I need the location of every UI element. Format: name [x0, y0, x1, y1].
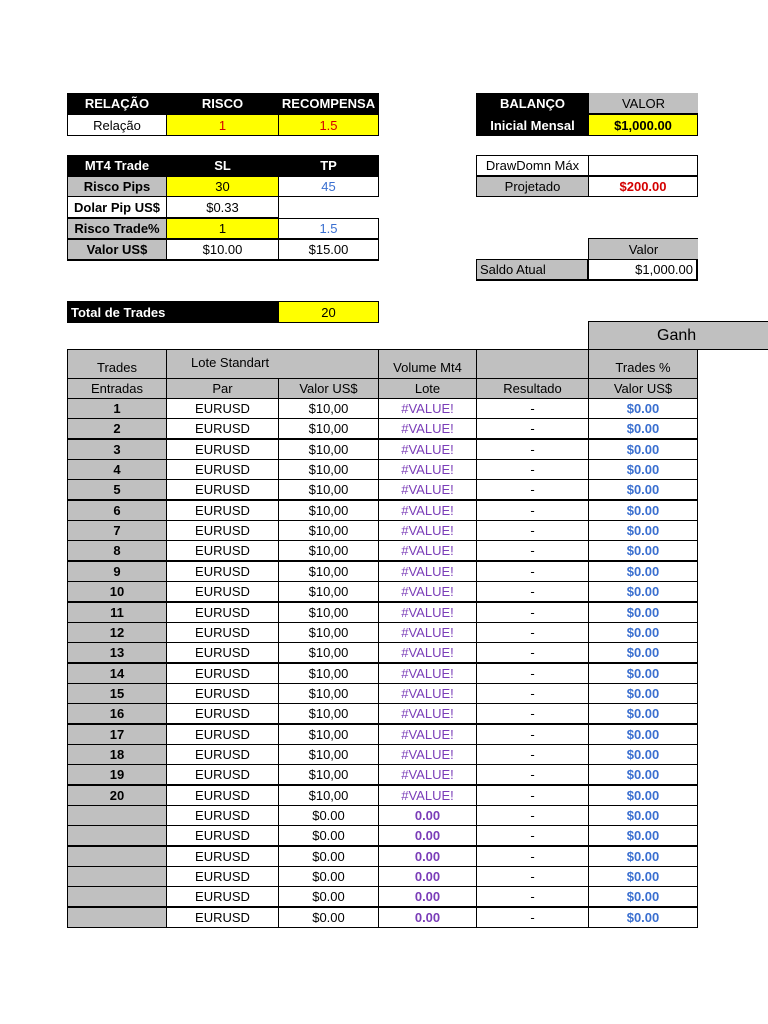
lote-cell[interactable]: #VALUE! — [378, 642, 477, 663]
inicial-mensal-value[interactable]: $1,000.00 — [588, 114, 698, 136]
valor-result-cell[interactable]: $0.00 — [588, 459, 698, 480]
par-cell[interactable]: EURUSD — [166, 602, 279, 623]
entrada-cell[interactable]: 8 — [67, 540, 167, 561]
valor-us-tp-cell: $15.00 — [278, 239, 379, 261]
resultado-cell[interactable]: - — [476, 581, 589, 602]
valor-cell[interactable]: $10,00 — [278, 642, 379, 663]
risco-pips-label: Risco Pips — [67, 176, 167, 197]
relacao-recompensa-cell[interactable]: 1.5 — [278, 114, 379, 136]
resultado-cell[interactable]: - — [476, 500, 589, 521]
entrada-cell[interactable]: 5 — [67, 479, 167, 500]
valor-cell[interactable]: $10,00 — [278, 724, 379, 745]
valor-cell[interactable]: $10,00 — [278, 439, 379, 460]
resultado-cell[interactable]: - — [476, 561, 589, 582]
resultado-cell[interactable]: - — [476, 764, 589, 785]
valor-result-cell[interactable]: $0.00 — [588, 785, 698, 806]
entrada-cell[interactable]: 12 — [67, 622, 167, 643]
valor-cell[interactable]: $10,00 — [278, 561, 379, 582]
entrada-cell[interactable]: 6 — [67, 500, 167, 521]
par-cell[interactable]: EURUSD — [166, 703, 279, 724]
par-cell[interactable]: EURUSD — [166, 500, 279, 521]
entrada-cell[interactable]: 11 — [67, 602, 167, 623]
entrada-cell[interactable]: 18 — [67, 744, 167, 765]
valor-cell[interactable]: $0.00 — [278, 886, 379, 907]
lote-cell[interactable]: #VALUE! — [378, 520, 477, 541]
valor-result-cell[interactable]: $0.00 — [588, 907, 698, 928]
resultado-cell[interactable]: - — [476, 825, 589, 846]
lote-cell[interactable]: 0.00 — [378, 825, 477, 846]
relacao-header: RELAÇÃO — [67, 93, 167, 114]
relacao-risco-cell[interactable]: 1 — [166, 114, 279, 136]
par-cell[interactable]: EURUSD — [166, 886, 279, 907]
par-cell[interactable]: EURUSD — [166, 520, 279, 541]
resultado-cell[interactable]: - — [476, 724, 589, 745]
valor-result-cell[interactable]: $0.00 — [588, 540, 698, 561]
valor-us-sl-cell: $10.00 — [166, 239, 279, 261]
relacao-label: Relação — [67, 114, 167, 136]
valor-cell[interactable]: $10,00 — [278, 663, 379, 684]
projetado-label: Projetado — [476, 176, 589, 197]
par-cell[interactable]: EURUSD — [166, 825, 279, 846]
entrada-cell[interactable] — [67, 825, 167, 846]
par-cell[interactable]: EURUSD — [166, 479, 279, 500]
resultado-top-header — [476, 349, 589, 379]
entrada-cell[interactable]: 20 — [67, 785, 167, 806]
lote-cell[interactable]: 0.00 — [378, 805, 477, 826]
resultado-cell[interactable]: - — [476, 785, 589, 806]
entrada-cell[interactable]: 10 — [67, 581, 167, 602]
par-cell[interactable]: EURUSD — [166, 785, 279, 806]
entradas-header: Entradas — [67, 378, 167, 399]
entrada-cell[interactable]: 4 — [67, 459, 167, 480]
entrada-cell[interactable]: 7 — [67, 520, 167, 541]
par-cell[interactable]: EURUSD — [166, 683, 279, 704]
valor-cell[interactable]: $10,00 — [278, 581, 379, 602]
risco-trade-sl-cell[interactable]: 1 — [166, 218, 279, 239]
valor-cell[interactable]: $0.00 — [278, 805, 379, 826]
lote-cell[interactable]: #VALUE! — [378, 724, 477, 745]
lote-cell[interactable]: 0.00 — [378, 886, 477, 907]
lote-cell[interactable]: #VALUE! — [378, 744, 477, 765]
lote-cell[interactable]: #VALUE! — [378, 540, 477, 561]
par-cell[interactable]: EURUSD — [166, 663, 279, 684]
valor-result-cell[interactable]: $0.00 — [588, 703, 698, 724]
balanco-header: BALANÇO — [476, 93, 589, 114]
entrada-cell[interactable]: 13 — [67, 642, 167, 663]
resultado-cell[interactable]: - — [476, 418, 589, 439]
valor-result-cell[interactable]: $0.00 — [588, 663, 698, 684]
valor-cell[interactable]: $10,00 — [278, 418, 379, 439]
valor-cell[interactable]: $10,00 — [278, 622, 379, 643]
valor-cell[interactable]: $10,00 — [278, 520, 379, 541]
lote-cell[interactable]: #VALUE! — [378, 459, 477, 480]
valor-cell[interactable]: $0.00 — [278, 846, 379, 867]
trades-header: Trades — [67, 349, 167, 379]
par-cell[interactable]: EURUSD — [166, 459, 279, 480]
entrada-cell[interactable]: 16 — [67, 703, 167, 724]
valor-cell[interactable]: $10,00 — [278, 479, 379, 500]
valor-result-cell[interactable]: $0.00 — [588, 683, 698, 704]
lote-cell[interactable]: #VALUE! — [378, 439, 477, 460]
valor-cell[interactable]: $10,00 — [278, 398, 379, 419]
total-trades-value[interactable]: 20 — [278, 301, 379, 323]
entrada-cell[interactable]: 3 — [67, 439, 167, 460]
lote-cell[interactable]: #VALUE! — [378, 500, 477, 521]
resultado-cell[interactable]: - — [476, 602, 589, 623]
valor-cell[interactable]: $0.00 — [278, 866, 379, 887]
entrada-cell[interactable]: 19 — [67, 764, 167, 785]
valor-result-cell[interactable]: $0.00 — [588, 622, 698, 643]
valor-result-cell[interactable]: $0.00 — [588, 764, 698, 785]
entrada-cell[interactable]: 1 — [67, 398, 167, 419]
projetado-value: $200.00 — [588, 176, 698, 197]
lote-cell[interactable]: #VALUE! — [378, 622, 477, 643]
lote-cell[interactable]: #VALUE! — [378, 479, 477, 500]
valor-cell[interactable]: $10,00 — [278, 744, 379, 765]
resultado-cell[interactable]: - — [476, 744, 589, 765]
valor-result-cell[interactable]: $0.00 — [588, 439, 698, 460]
entrada-cell[interactable]: 2 — [67, 418, 167, 439]
par-cell[interactable]: EURUSD — [166, 561, 279, 582]
saldo-atual-value: $1,000.00 — [588, 259, 698, 281]
saldo-valor-header: Valor — [588, 238, 698, 260]
valor-result-cell[interactable]: $0.00 — [588, 602, 698, 623]
resultado-cell[interactable]: - — [476, 520, 589, 541]
valor-cell[interactable]: $10,00 — [278, 764, 379, 785]
lote-header: Lote — [378, 378, 477, 399]
entrada-cell[interactable] — [67, 846, 167, 867]
valor-cell[interactable]: $10,00 — [278, 459, 379, 480]
ganho-header: Ganh — [588, 321, 768, 350]
resultado-cell[interactable]: - — [476, 683, 589, 704]
valor-result-cell[interactable]: $0.00 — [588, 642, 698, 663]
valor-cell[interactable]: $10,00 — [278, 703, 379, 724]
entrada-cell[interactable] — [67, 886, 167, 907]
par-cell[interactable]: EURUSD — [166, 581, 279, 602]
dolar-pip-value: $0.33 — [166, 196, 279, 218]
lote-cell[interactable]: 0.00 — [378, 907, 477, 928]
resultado-cell[interactable]: - — [476, 642, 589, 663]
par-cell[interactable]: EURUSD — [166, 764, 279, 785]
valor-result-cell[interactable]: $0.00 — [588, 561, 698, 582]
par-cell[interactable]: EURUSD — [166, 907, 279, 928]
saldo-atual-label: Saldo Atual — [476, 259, 589, 281]
par-cell[interactable]: EURUSD — [166, 418, 279, 439]
trades-pct-header: Trades % — [588, 349, 698, 379]
valor-result-cell[interactable]: $0.00 — [588, 724, 698, 745]
resultado-cell[interactable]: - — [476, 439, 589, 460]
resultado-cell[interactable]: - — [476, 479, 589, 500]
valor-cell[interactable]: $10,00 — [278, 540, 379, 561]
recompensa-header: RECOMPENSA — [278, 93, 379, 114]
entrada-cell[interactable] — [67, 805, 167, 826]
risco-pips-sl-cell[interactable]: 30 — [166, 176, 279, 197]
valor-result-cell[interactable]: $0.00 — [588, 866, 698, 887]
resultado-cell[interactable]: - — [476, 805, 589, 826]
lote-cell[interactable]: #VALUE! — [378, 683, 477, 704]
entrada-cell[interactable]: 17 — [67, 724, 167, 745]
balanco-valor-header: VALOR — [588, 93, 698, 114]
resultado-cell[interactable]: - — [476, 622, 589, 643]
par-cell[interactable]: EURUSD — [166, 540, 279, 561]
resultado-cell[interactable]: - — [476, 459, 589, 480]
drawdown-label: DrawDomn Máx — [476, 155, 589, 176]
valor-result-cell[interactable]: $0.00 — [588, 479, 698, 500]
entrada-cell[interactable]: 15 — [67, 683, 167, 704]
resultado-cell[interactable]: - — [476, 398, 589, 419]
resultado-header: Resultado — [476, 378, 589, 399]
valor-result-cell[interactable]: $0.00 — [588, 805, 698, 826]
risco-trade-tp-cell: 1.5 — [278, 218, 379, 239]
valor-result-cell[interactable]: $0.00 — [588, 418, 698, 439]
valor-cell[interactable]: $10,00 — [278, 683, 379, 704]
resultado-cell[interactable]: - — [476, 846, 589, 867]
lote-cell[interactable]: #VALUE! — [378, 785, 477, 806]
par-cell[interactable]: EURUSD — [166, 439, 279, 460]
total-trades-label: Total de Trades — [67, 301, 279, 323]
valor-cell[interactable]: $10,00 — [278, 500, 379, 521]
entrada-cell[interactable] — [67, 907, 167, 928]
valor-result-cell[interactable]: $0.00 — [588, 846, 698, 867]
lote-cell[interactable]: #VALUE! — [378, 398, 477, 419]
resultado-cell[interactable]: - — [476, 703, 589, 724]
lote-cell[interactable]: 0.00 — [378, 846, 477, 867]
valor-result-cell[interactable]: $0.00 — [588, 744, 698, 765]
valor-result-cell[interactable]: $0.00 — [588, 886, 698, 907]
lote-cell[interactable]: #VALUE! — [378, 764, 477, 785]
risco-header: RISCO — [166, 93, 279, 114]
lote-cell[interactable]: #VALUE! — [378, 418, 477, 439]
volume-mt4-header: Volume Mt4 — [378, 349, 477, 379]
tp-header: TP — [278, 155, 379, 176]
dolar-pip-label: Dolar Pip US$ — [67, 196, 167, 218]
resultado-cell[interactable]: - — [476, 866, 589, 887]
valor-us-label: Valor US$ — [67, 239, 167, 261]
par-cell[interactable]: EURUSD — [166, 805, 279, 826]
par-cell[interactable]: EURUSD — [166, 866, 279, 887]
mt4-trade-header: MT4 Trade — [67, 155, 167, 176]
resultado-cell[interactable]: - — [476, 886, 589, 907]
lote-cell[interactable]: 0.00 — [378, 866, 477, 887]
lote-cell[interactable]: #VALUE! — [378, 602, 477, 623]
par-cell[interactable]: EURUSD — [166, 724, 279, 745]
lote-cell[interactable]: #VALUE! — [378, 561, 477, 582]
risco-pips-tp-cell: 45 — [278, 176, 379, 197]
valor-result-cell[interactable]: $0.00 — [588, 398, 698, 419]
valor-result-cell[interactable]: $0.00 — [588, 520, 698, 541]
resultado-cell[interactable]: - — [476, 663, 589, 684]
valor-cell[interactable]: $0.00 — [278, 825, 379, 846]
resultado-cell[interactable]: - — [476, 540, 589, 561]
par-cell[interactable]: EURUSD — [166, 642, 279, 663]
entrada-cell[interactable]: 9 — [67, 561, 167, 582]
inicial-mensal-label: Inicial Mensal — [476, 114, 589, 136]
valor-result-cell[interactable]: $0.00 — [588, 581, 698, 602]
par-cell[interactable]: EURUSD — [166, 846, 279, 867]
sl-header: SL — [166, 155, 279, 176]
valor-us-header: Valor US$ — [278, 378, 379, 399]
valor-cell[interactable]: $0.00 — [278, 907, 379, 928]
resultado-cell[interactable]: - — [476, 907, 589, 928]
par-cell[interactable]: EURUSD — [166, 398, 279, 419]
valor-cell[interactable]: $10,00 — [278, 602, 379, 623]
valor-result-cell[interactable]: $0.00 — [588, 500, 698, 521]
entrada-cell[interactable]: 14 — [67, 663, 167, 684]
par-header: Par — [166, 378, 279, 399]
lote-cell[interactable]: #VALUE! — [378, 581, 477, 602]
par-cell[interactable]: EURUSD — [166, 622, 279, 643]
lote-standart-header: Lote Standart — [166, 349, 379, 379]
valor-cell[interactable]: $10,00 — [278, 785, 379, 806]
valor-result-cell[interactable]: $0.00 — [588, 825, 698, 846]
drawdown-value[interactable] — [588, 155, 698, 176]
entrada-cell[interactable] — [67, 866, 167, 887]
lote-cell[interactable]: #VALUE! — [378, 663, 477, 684]
lote-cell[interactable]: #VALUE! — [378, 703, 477, 724]
par-cell[interactable]: EURUSD — [166, 744, 279, 765]
valor-us-result-header: Valor US$ — [588, 378, 698, 399]
risco-trade-label: Risco Trade% — [67, 218, 167, 239]
